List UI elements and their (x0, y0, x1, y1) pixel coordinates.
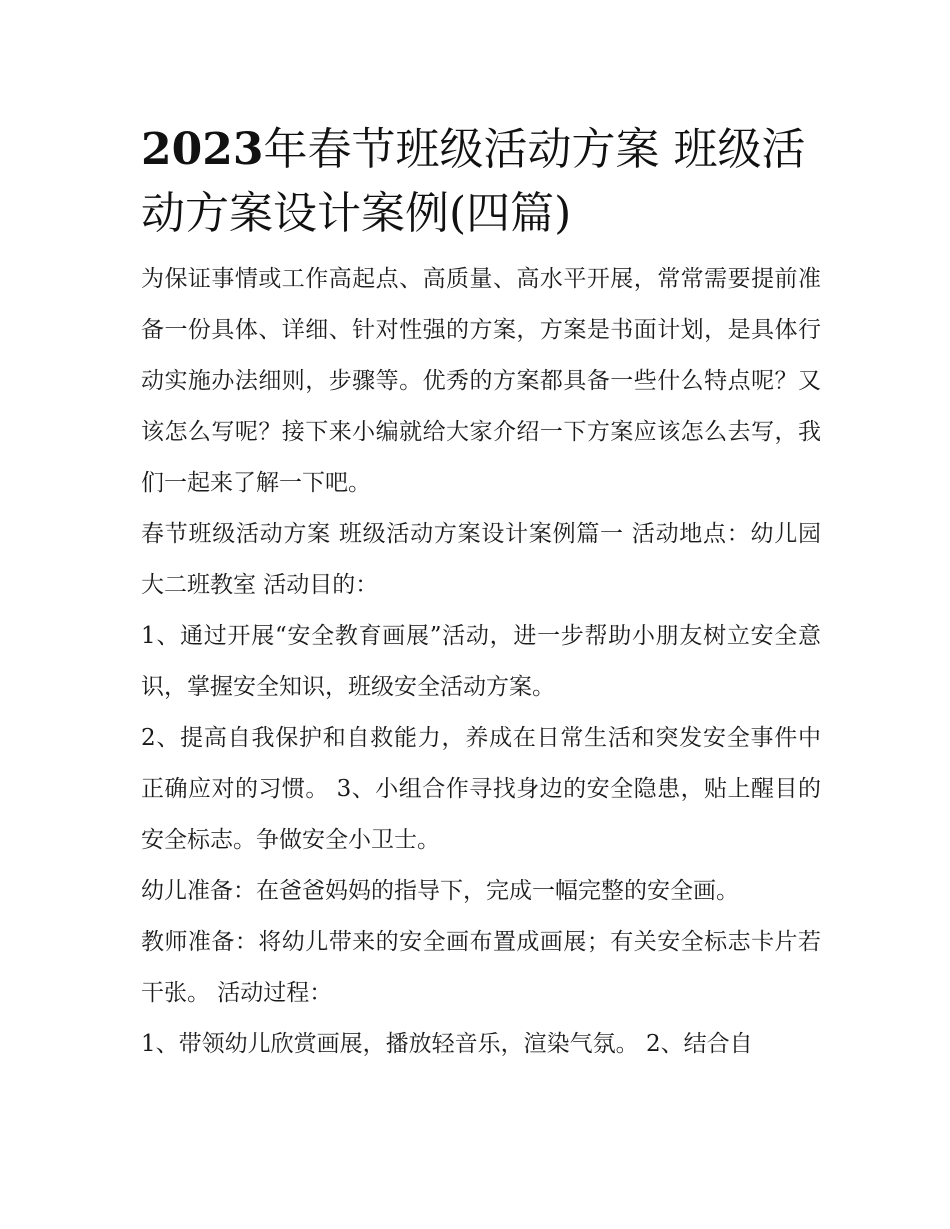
title-text: 年春节班级活动方案 班级活动方案设计案例(四篇) (141, 124, 806, 239)
document-content (141, 118, 821, 1070)
document-title (141, 118, 821, 246)
paragraph-goal-2-3: 2、提高自我保护和自救能力，养成在日常生活和突发安全事件中正确应对的习惯。 3、小组合作寻找身边的安全隐患，贴上醒目的安全标志。争做安全小卫士。 (141, 725, 821, 853)
title-year: 2023 (141, 124, 264, 175)
paragraph-intro: 为保证事情或工作高起点、高质量、高水平开展，常常需要提前准备一份具体、详细、针对性强的方案，方案是书面计划，是具体行动实施办法细则，步骤等。优秀的方案都具备一些什么特点呢？又该怎么写呢？接下来小编就给大家介绍一下方案应该怎么去写，我们一起来了解一下吧。 (141, 266, 821, 496)
paragraph-goal-1: 1、通过开展“安全教育画展”活动，进一步帮助小朋友树立安全意识，掌握安全知识，班级安全活动方案。 (141, 623, 821, 700)
paragraph-plan-header: 春节班级活动方案 班级活动方案设计案例篇一 活动地点：幼儿园大二班教室 活动目的： (141, 521, 821, 598)
paragraph-process: 1、带领幼儿欣赏画展，播放轻音乐，渲染气氛。 2、结合自 (141, 1031, 753, 1057)
paragraph-child-prep: 幼儿准备：在爸爸妈妈的指导下，完成一幅完整的安全画。 (141, 878, 739, 904)
paragraph-teacher-prep: 教师准备：将幼儿带来的安全画布置成画展；有关安全标志卡片若干张。 活动过程： (141, 929, 821, 1006)
